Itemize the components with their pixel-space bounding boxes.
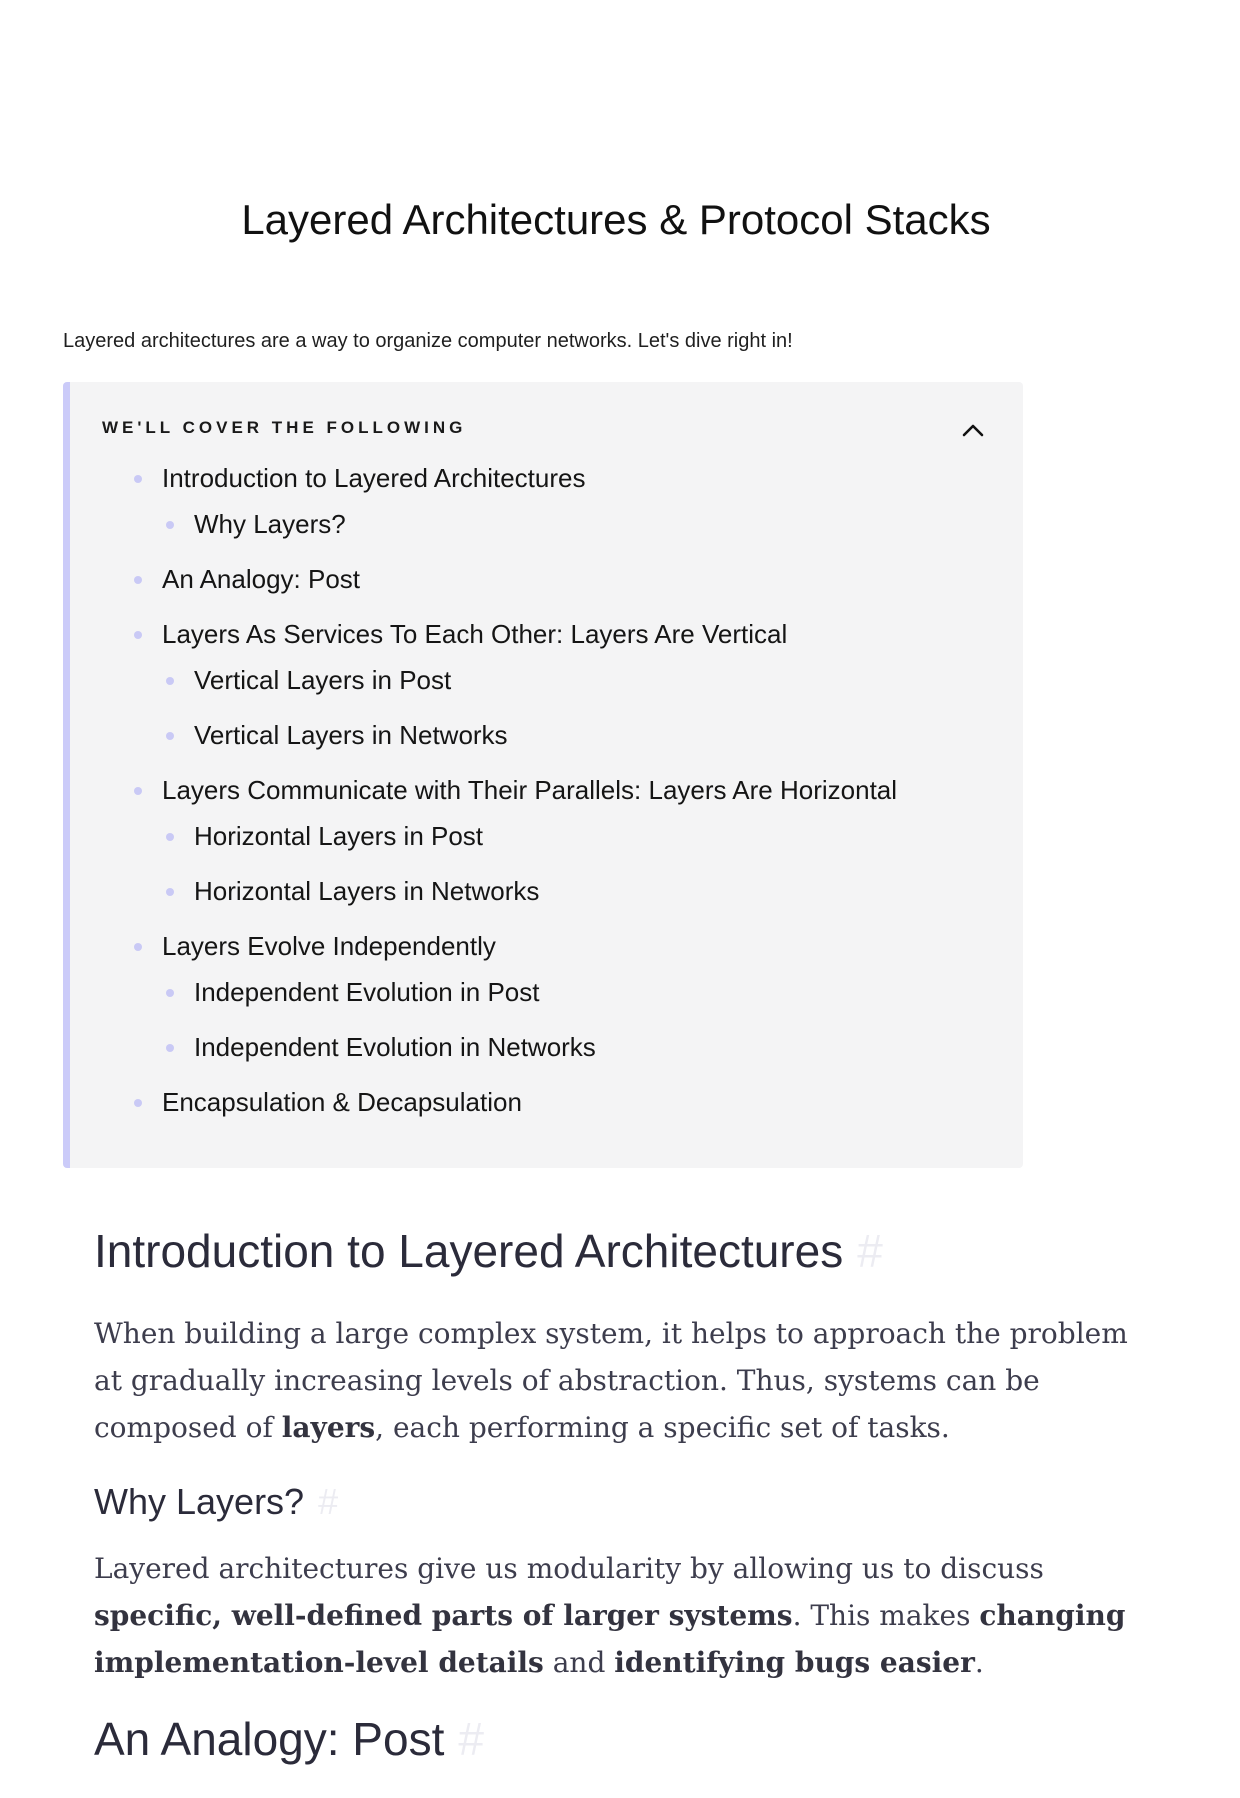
toc-item: [162, 772, 897, 909]
intro-paragraph: [94, 1310, 1144, 1451]
text: and: [543, 1646, 615, 1679]
why-paragraph: [94, 1545, 1144, 1686]
toc-link[interactable]: Vertical Layers in Post: [194, 665, 452, 695]
bold-text: specific, well-defined parts of larger systems: [94, 1599, 793, 1632]
table-of-contents: [63, 382, 1023, 1168]
toc-item: [162, 1084, 897, 1120]
toc-collapse-button[interactable]: [955, 412, 991, 448]
page-title: Layered Architectures & Protocol Stacks: [241, 196, 991, 243]
toc-link[interactable]: Layers Evolve Independently: [162, 931, 496, 961]
text: . This makes: [792, 1599, 980, 1632]
toc-link[interactable]: Horizontal Layers in Networks: [194, 876, 540, 906]
toc-item: [162, 928, 897, 1065]
toc-link[interactable]: An Analogy: Post: [162, 564, 361, 594]
text: When building a large complex system, it helps to approach the problem at gradually increasing levels of abstraction. Thus, systems can be composed of: [94, 1317, 1128, 1444]
toc-link[interactable]: Vertical Layers in Networks: [194, 720, 508, 750]
text: , each performing a specific set of tasks.: [375, 1411, 950, 1444]
anchor-link[interactable]: #: [857, 1225, 883, 1277]
toc-link[interactable]: Independent Evolution in Post: [194, 977, 540, 1007]
section-heading-introduction: [94, 1220, 1144, 1282]
bold-text: identifying bugs easier: [614, 1646, 975, 1679]
bold-text: changing implementation-level details: [94, 1599, 1126, 1679]
anchor-link[interactable]: #: [318, 1481, 339, 1522]
toc-subitem: [194, 717, 897, 753]
page-intro: Layered architectures are a way to organize computer networks. Let's dive right in!: [63, 330, 793, 352]
toc-subitem: [194, 818, 897, 854]
toc-item: [162, 616, 897, 753]
text: Layered architectures give us modularity by allowing us to discuss: [94, 1552, 1044, 1585]
toc-header: WE'LL COVER THE FOLLOWING: [102, 418, 467, 437]
chevron-up-icon: [961, 422, 985, 438]
toc-link[interactable]: Independent Evolution in Networks: [194, 1032, 596, 1062]
toc-link[interactable]: Introduction to Layered Architectures: [162, 463, 586, 493]
toc-item: [162, 460, 897, 542]
toc-subitem: [194, 662, 897, 698]
toc-item: [162, 561, 897, 597]
heading-text: An Analogy: Post: [94, 1713, 445, 1765]
article-body: [94, 1220, 1144, 1798]
section-heading-why-layers: [94, 1477, 1144, 1527]
bold-text: layers: [281, 1411, 376, 1444]
toc-subitem: [194, 873, 897, 909]
toc-subitem: [194, 506, 897, 542]
toc-link[interactable]: Horizontal Layers in Post: [194, 821, 484, 851]
heading-text: Why Layers?: [94, 1481, 305, 1522]
toc-link[interactable]: Layers As Services To Each Other: Layers Are Vertical: [162, 619, 788, 649]
toc-link[interactable]: Encapsulation & Decapsulation: [162, 1087, 522, 1117]
section-heading-analogy: [94, 1708, 1144, 1770]
toc-link[interactable]: Why Layers?: [194, 509, 346, 539]
text: .: [974, 1646, 984, 1679]
heading-text: Introduction to Layered Architectures: [94, 1225, 844, 1277]
toc-link[interactable]: Layers Communicate with Their Parallels: Layers Are Horizontal: [162, 775, 898, 805]
anchor-link[interactable]: #: [458, 1713, 484, 1765]
toc-subitem: [194, 1029, 897, 1065]
toc-subitem: [194, 974, 897, 1010]
toc-list: [162, 460, 897, 1139]
